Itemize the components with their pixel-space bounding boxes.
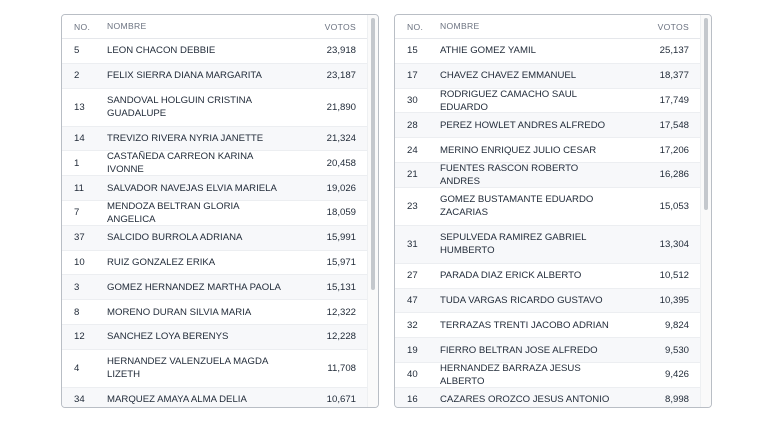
row-name: ATHIE GOMEZ YAMIL [440,45,536,57]
header-name: NOMBRE [107,21,147,31]
table-row [62,275,367,300]
row-name: SALVADOR NAVEJAS ELVIA MARIELA [107,182,277,194]
row-no: 30 [407,94,418,106]
row-name: TERRAZAS TRENTI JACOBO ADRIAN [440,319,609,331]
table-row [395,388,700,408]
row-no: 32 [407,319,418,331]
row-votes: 8,998 [664,394,689,406]
row-no: 27 [407,270,418,282]
table-row [62,300,367,325]
row-votes: 17,206 [659,144,689,156]
header-no: NO. [74,21,91,32]
row-name: FELIX SIERRA DIANA MARGARITA [107,70,262,82]
row-name: GOMEZ BUSTAMANTE EDUARDO ZACARIAS [440,194,594,219]
row-no: 10 [74,256,85,268]
row-no: 7 [74,207,80,219]
table-header [395,15,700,39]
table-row [62,226,367,251]
left-scrollbar[interactable] [367,15,378,407]
table-row [62,39,367,64]
table-row [395,226,700,264]
table-row [62,64,367,89]
table-row [395,289,700,314]
table-row [395,313,700,338]
row-no: 24 [407,144,418,156]
row-no: 14 [74,132,85,144]
table-row [62,325,367,350]
table-row [395,338,700,363]
row-no: 21 [407,169,418,181]
row-name: MENDOZA BELTRAN GLORIA ANGELICA [107,200,240,225]
table-row [62,127,367,152]
row-votes: 20,458 [326,157,356,169]
table-row [62,388,367,408]
row-name: HERNANDEZ BARRAZA JESUS ALBERTO [440,362,581,387]
row-votes: 17,548 [659,119,689,131]
table-row [62,201,367,226]
row-no: 11 [74,182,84,194]
header-no: NO. [407,21,424,32]
table-row [62,176,367,201]
row-name: LEON CHACON DEBBIE [107,45,216,57]
row-votes: 9,530 [664,344,689,356]
row-votes: 21,890 [326,101,356,113]
row-votes: 9,426 [664,369,689,381]
table-row [395,113,700,138]
row-no: 17 [407,70,418,82]
table-row [62,251,367,276]
left-results-panel [61,14,379,408]
row-no: 31 [407,238,418,250]
row-no: 1 [74,157,80,169]
row-name: FUENTES RASCON ROBERTO ANDRES [440,162,579,187]
row-name: SALCIDO BURROLA ADRIANA [107,232,243,244]
row-votes: 15,131 [326,281,356,293]
row-no: 28 [407,119,418,131]
row-name: PEREZ HOWLET ANDRES ALFREDO [440,119,606,131]
row-no: 34 [74,394,85,406]
row-votes: 16,286 [659,169,689,181]
row-name: RUIZ GONZALEZ ERIKA [107,256,216,268]
row-votes: 13,304 [659,238,689,250]
row-votes: 15,053 [659,200,689,212]
table-row [62,151,367,176]
table-row [395,89,700,114]
row-name: CASTAÑEDA CARREON KARINA IVONNE [107,151,253,176]
row-name: TREVIZO RIVERA NYRIA JANETTE [107,132,264,144]
row-name: PARADA DIAZ ERICK ALBERTO [440,270,582,282]
row-name: TUDA VARGAS RICARDO GUSTAVO [440,294,603,306]
row-votes: 12,322 [326,306,356,318]
row-name: HERNANDEZ VALENZUELA MAGDA LIZETH [107,356,268,381]
row-votes: 12,228 [326,331,356,343]
row-no: 40 [407,369,418,381]
table-row [395,264,700,289]
row-name: SEPULVEDA RAMIREZ GABRIEL HUMBERTO [440,232,587,257]
row-votes: 10,512 [659,270,689,282]
row-no: 5 [74,45,80,57]
row-votes: 11,708 [327,362,356,374]
row-votes: 18,377 [659,70,689,82]
table-row [62,89,367,127]
header-votes: VOTOS [324,21,356,32]
row-votes: 21,324 [326,132,356,144]
right-scrollbar-thumb[interactable] [704,18,708,210]
row-name: SANDOVAL HOLGUIN CRISTINA GUADALUPE [107,95,252,120]
row-votes: 10,671 [326,394,356,406]
row-name: SANCHEZ LOYA BERENYS [107,331,229,343]
row-no: 15 [407,45,418,57]
left-results-table [62,15,367,408]
table-row [395,138,700,163]
row-name: RODRIGUEZ CAMACHO SAUL EDUARDO [440,88,577,113]
header-name: NOMBRE [440,21,480,31]
left-scrollbar-thumb[interactable] [371,18,375,290]
row-name: CAZARES OROZCO JESUS ANTONIO [440,394,610,406]
row-votes: 9,824 [664,319,689,331]
row-name: CHAVEZ CHAVEZ EMMANUEL [440,70,577,82]
row-no: 37 [74,232,85,244]
row-votes: 17,749 [659,94,689,106]
row-votes: 23,918 [326,45,356,57]
row-votes: 19,026 [326,182,356,194]
row-no: 8 [74,306,80,318]
row-votes: 23,187 [326,70,356,82]
right-results-panel [394,14,712,408]
table-row [62,350,367,388]
row-no: 47 [407,294,418,306]
table-header [62,15,367,39]
row-no: 3 [74,281,80,293]
row-name: GOMEZ HERNANDEZ MARTHA PAOLA [107,281,281,293]
row-votes: 25,137 [659,45,689,57]
row-name: MERINO ENRIQUEZ JULIO CESAR [440,144,597,156]
table-row [395,39,700,64]
row-votes: 15,971 [326,256,356,268]
row-no: 19 [407,344,418,356]
row-name: MORENO DURAN SILVIA MARIA [107,306,252,318]
row-votes: 10,395 [659,294,689,306]
row-no: 16 [407,394,418,406]
row-votes: 18,059 [326,207,356,219]
row-no: 4 [74,362,80,374]
table-row [395,64,700,89]
row-no: 23 [407,200,418,212]
row-no: 2 [74,70,80,82]
row-no: 12 [74,331,85,343]
table-row [395,188,700,226]
header-votes: VOTOS [657,21,689,32]
right-results-table [395,15,700,408]
table-row [395,363,700,388]
right-scrollbar[interactable] [700,15,711,407]
row-votes: 15,991 [326,232,356,244]
row-name: MARQUEZ AMAYA ALMA DELIA [107,394,247,406]
row-no: 13 [74,101,85,113]
row-name: FIERRO BELTRAN JOSE ALFREDO [440,344,598,356]
table-row [395,163,700,188]
